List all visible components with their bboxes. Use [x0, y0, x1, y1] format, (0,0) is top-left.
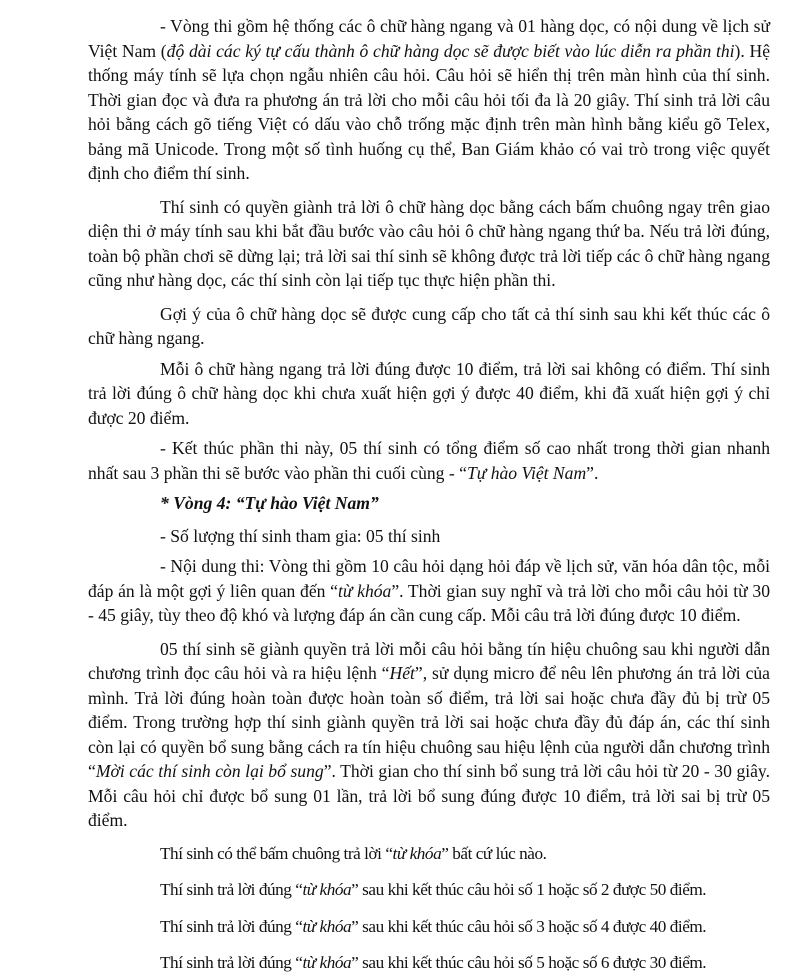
- paragraph-keyword-buzz: Thí sinh có thể bấm chuông trả lời “từ khóa” bất cứ lúc nào.: [160, 843, 547, 863]
- italic-note: độ dài các ký tự cấu thành ô chữ hàng dọc sẽ được biết vào lúc diễn ra phần thi: [166, 40, 735, 61]
- paragraph-round3-conclusion: - Kết thúc phần thi này, 05 thí sinh có tổng điểm số cao nhất trong thời gian nhanh nhất sau 3 phần thi sẽ bước vào phần thi cuối cùng - “Tự hào Việt Nam”.: [88, 438, 770, 483]
- paragraph-round4-content: - Nội dung thi: Vòng thi gồm 10 câu hỏi dạng hỏi đáp về lịch sử, văn hóa dân tộc, mỗi đáp án là một gợi ý liên quan đến “từ khóa”. Thời gian suy nghĩ và trả lời cho mỗi câu hỏi từ 30 - 45 giây, tùy theo độ khó và lượng đáp án cần cung cấp. Mỗi câu trả lời đúng được 10 điểm.: [88, 556, 770, 625]
- paragraph-hint-rule: Gợi ý của ô chữ hàng dọc sẽ được cung cấp cho tất cả thí sinh sau khi kết thúc các ô chữ hàng ngang.: [88, 303, 770, 348]
- paragraph-vertical-answer-rule: Thí sinh có quyền giành trả lời ô chữ hàng dọc bằng cách bấm chuông ngay trên giao diện thi ở máy tính sau khi bắt đầu bước vào câu hỏi ô chữ hàng ngang thứ ba. Nếu trả lời đúng, toàn bộ phần chơi sẽ dừng lại; trả lời sai thí sinh sẽ không được trả lời tiếp các ô chữ hàng ngang cũng như hàng dọc, các thí sinh còn lại tiếp tục thực hiện phần thi.: [88, 196, 770, 290]
- paragraph-keyword-score-1: Thí sinh trả lời đúng “từ khóa” sau khi kết thúc câu hỏi số 1 hoặc số 2 được 50 điểm.: [160, 880, 707, 899]
- paragraph-round3-description: - Vòng thi gồm hệ thống các ô chữ hàng ngang và 01 hàng dọc, có nội dung về lịch sử Việt Nam (độ dài các ký tự cấu thành ô chữ hàng dọc sẽ được biết vào lúc diễn ra phần thi). Hệ thống máy tính sẽ lựa chọn ngẫu nhiên câu hỏi. Câu hỏi sẽ hiển thị trên màn hình của thí sinh. Thời gian đọc và đưa ra phương án trả lời cho mỗi câu hỏi tối đa là 20 giây. Thí sinh trả lời câu hỏi bằng cách gõ tiếng Việt có dấu vào chỗ trống mặc định trên màn hình bằng kiểu gõ Telex, bảng mã Unicode. Trong một số tình huống cụ thể, Ban Giám khảo có vai trò trong việc quyết định cho điểm thí sinh.: [88, 16, 771, 183]
- paragraph-participants: - Số lượng thí sinh tham gia: 05 thí sinh: [160, 525, 441, 546]
- paragraph-scoring: Mỗi ô chữ hàng ngang trả lời đúng được 10 điểm, trả lời sai không có điểm. Thí sinh trả lời đúng ô chữ hàng dọc khi chưa xuất hiện gợi ý được 40 điểm, khi đã xuất hiện gợi ý chỉ được 20 điểm.: [88, 358, 770, 428]
- paragraph-buzzer-rule: 05 thí sinh sẽ giành quyền trả lời mỗi câu hỏi bằng tín hiệu chuông sau khi người dẫn chương trình đọc câu hỏi và ra hiệu lệnh “Hết”, sử dụng micro để nêu lên phương án trả lời của mình. Trả lời đúng hoàn toàn được hoàn toàn số điểm, trả lời sai hoặc chưa đầy đủ bị trừ 05 điểm. Trong trường hợp thí sinh giành quyền trả lời sai hoặc chưa đầy đủ đáp án, các thí sinh còn lại có quyền bổ sung bằng cách ra tín hiệu chuông sau hiệu lệnh của người dẫn chương trình “Mời các thí sinh còn lại bổ sung”. Thời gian cho thí sinh bổ sung trả lời câu hỏi từ 20 - 30 giây. Mỗi câu hỏi chỉ được bổ sung 01 lần, trả lời bổ sung đúng được 10 điểm, trả lời sai bị trừ 05 điểm.: [88, 638, 770, 830]
- paragraph-keyword-score-3: Thí sinh trả lời đúng “từ khóa” sau khi kết thúc câu hỏi số 5 hoặc số 6 được 30 điểm.: [160, 953, 707, 972]
- section-heading-round4: * Vòng 4: “Tự hào Việt Nam”: [160, 493, 379, 513]
- paragraph-keyword-score-2: Thí sinh trả lời đúng “từ khóa” sau khi kết thúc câu hỏi số 3 hoặc số 4 được 40 điểm.: [160, 916, 707, 936]
